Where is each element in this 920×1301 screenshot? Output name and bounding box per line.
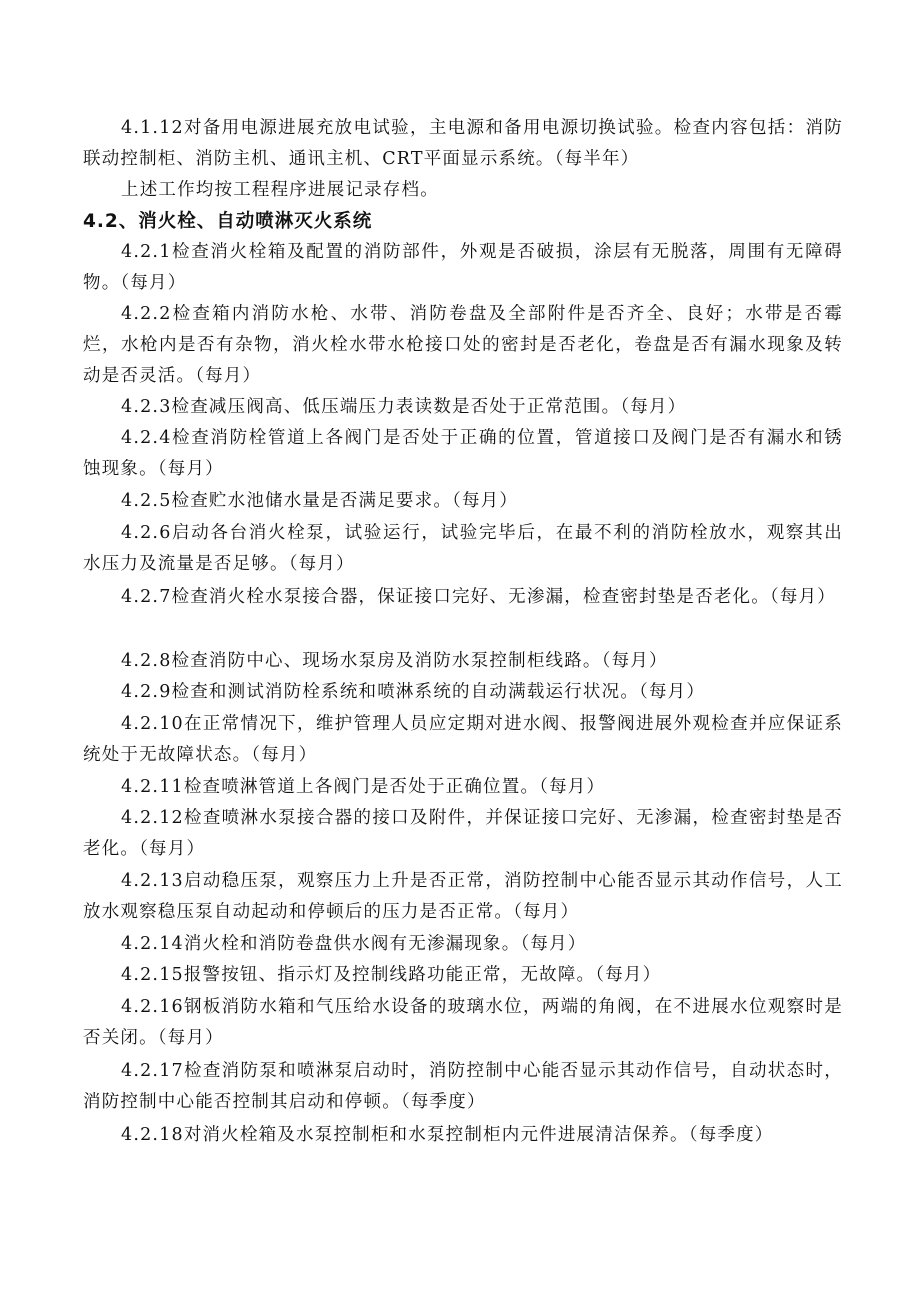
item-4-2-14: 4.2.14消火栓和消防卷盘供水阀有无渗漏现象。（每月） xyxy=(121,934,587,954)
section-heading-4-2: 4.2、消火栓、自动喷淋灭火系统 xyxy=(83,211,373,232)
item-4-2-17: 4.2.17检查消防泵和喷淋泵启动时，消防控制中心能否显示其动作信号，自动状态时，消防控制中心能否控制其启动和停顿。（每季度） xyxy=(83,1061,843,1112)
paragraph-4-1-12: 4.1.12对备用电源进展充放电试验，主电源和备用电源切换试验。检查内容包括：消防联动控制柜、消防主机、通讯主机、CRT平面显示系统。（每半年） xyxy=(83,118,843,169)
item-4-2-8: 4.2.8检查消防中心、现场水泵房及消防水泵控制柜线路。（每月） xyxy=(121,651,668,671)
item-4-2-1: 4.2.1检查消火栓箱及配置的消防部件，外观是否破损，涂层有无脱落，周围有无障碍物。（每月） xyxy=(83,242,843,293)
paragraph-records: 上述工作均按工程程序进展记录存档。 xyxy=(121,180,439,200)
item-4-2-5: 4.2.5检查贮水池储水量是否满足要求。（每月） xyxy=(121,491,519,511)
item-4-2-3: 4.2.3检查减压阀高、低压端压力表读数是否处于正常范围。（每月） xyxy=(121,397,687,417)
item-4-2-16: 4.2.16钢板消防水箱和气压给水设备的玻璃水位，两端的角阀，在不进展水位观察时是否关闭。（每月） xyxy=(83,997,843,1048)
item-4-2-2: 4.2.2检查箱内消防水枪、水带、消防卷盘及全部附件是否齐全、良好；水带是否霉烂，水枪内是否有杂物，消火栓水带水枪接口处的密封是否老化，卷盘是否有漏水现象及转动是否灵活。（每月） xyxy=(83,304,843,386)
item-4-2-11: 4.2.11检查喷淋管道上各阀门是否处于正确位置。（每月） xyxy=(121,777,606,797)
item-4-2-12: 4.2.12检查喷淋水泵接合器的接口及附件，并保证接口完好、无渗漏，检查密封垫是否老化。（每月） xyxy=(83,808,843,859)
item-4-2-15: 4.2.15报警按钮、指示灯及控制线路功能正常，无故障。（每月） xyxy=(121,965,662,985)
item-4-2-9: 4.2.9检查和测试消防栓系统和喷淋系统的自动满载运行状况。（每月） xyxy=(121,682,706,702)
item-4-2-7: 4.2.7检查消火栓水泵接合器，保证接口完好、无渗漏，检查密封垫是否老化。（每月） xyxy=(121,587,836,607)
item-4-2-4: 4.2.4检查消防栓管道上各阀门是否处于正确的位置，管道接口及阀门是否有漏水和锈蚀现象。（每月） xyxy=(83,428,843,479)
item-4-2-13: 4.2.13启动稳压泵，观察压力上升是否正常，消防控制中心能否显示其动作信号，人工放水观察稳压泵自动起动和停顿后的压力是否正常。（每月） xyxy=(83,871,843,922)
item-4-2-10: 4.2.10在正常情况下，维护管理人员应定期对进水阀、报警阀进展外观检查并应保证系统处于无故障状态。（每月） xyxy=(83,714,843,765)
item-4-2-18: 4.2.18对消火栓箱及水泵控制柜和水泵控制柜内元件进展清洁保养。（每季度） xyxy=(121,1125,774,1145)
item-4-2-6: 4.2.6启动各台消火栓泵，试验运行，试验完毕后，在最不利的消防栓放水，观察其出水压力及流量是否足够。（每月） xyxy=(83,523,843,574)
